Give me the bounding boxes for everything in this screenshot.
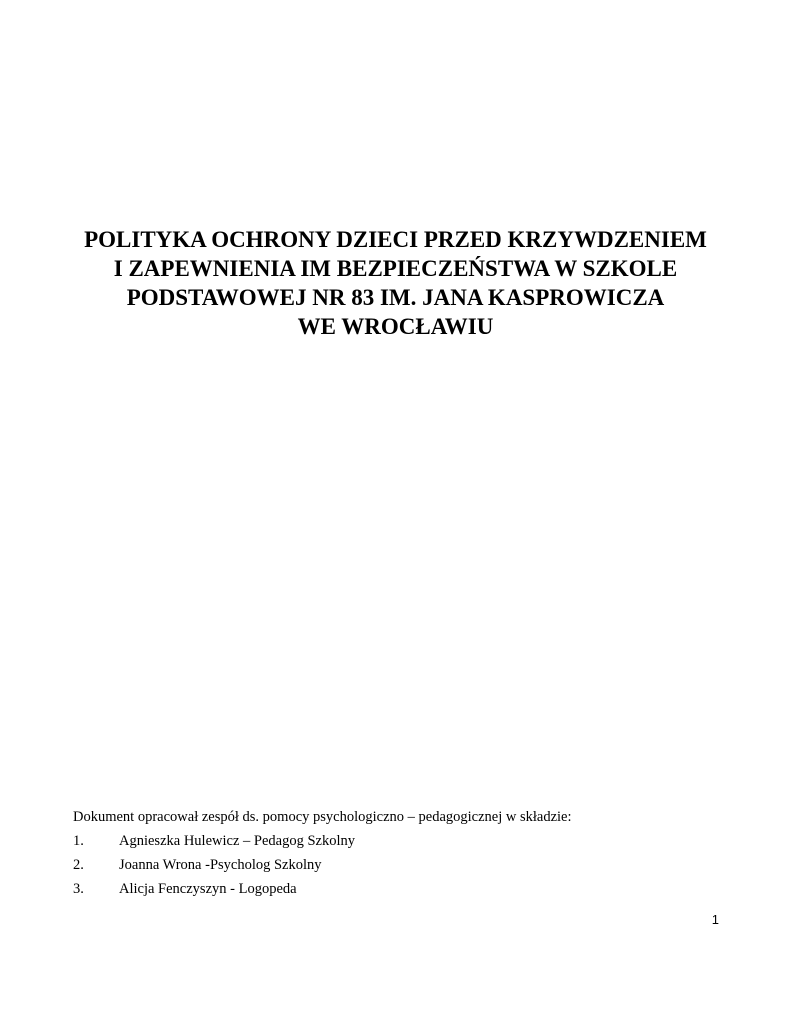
list-item-name: Joanna Wrona -Psycholog Szkolny [119,857,322,873]
list-item-number: 3. [73,881,84,897]
title-line-1: POLITYKA OCHRONY DZIECI PRZED KRZYWDZENIEM [84,227,707,252]
title-line-4: WE WROCŁAWIU [297,314,494,339]
authors-intro: Dokument opracował zespół ds. pomocy psychologiczno – pedagogicznej w składzie: [73,809,572,825]
document-title [40,225,751,341]
authors-section [73,808,713,904]
list-item [73,880,713,904]
page-number: 1 [711,912,719,927]
list-item-number: 2. [73,857,84,873]
list-item-name: Agnieszka Hulewicz – Pedagog Szkolny [119,833,355,849]
title-line-3: PODSTAWOWEJ NR 83 IM. JANA KASPROWICZA [126,285,665,310]
list-item-name: Alicja Fenczyszyn - Logopeda [119,881,297,897]
title-line-2: I ZAPEWNIENIA IM BEZPIECZEŃSTWA W SZKOLE [113,256,678,281]
list-item [73,856,713,880]
list-item [73,832,713,856]
list-item-number: 1. [73,833,84,849]
